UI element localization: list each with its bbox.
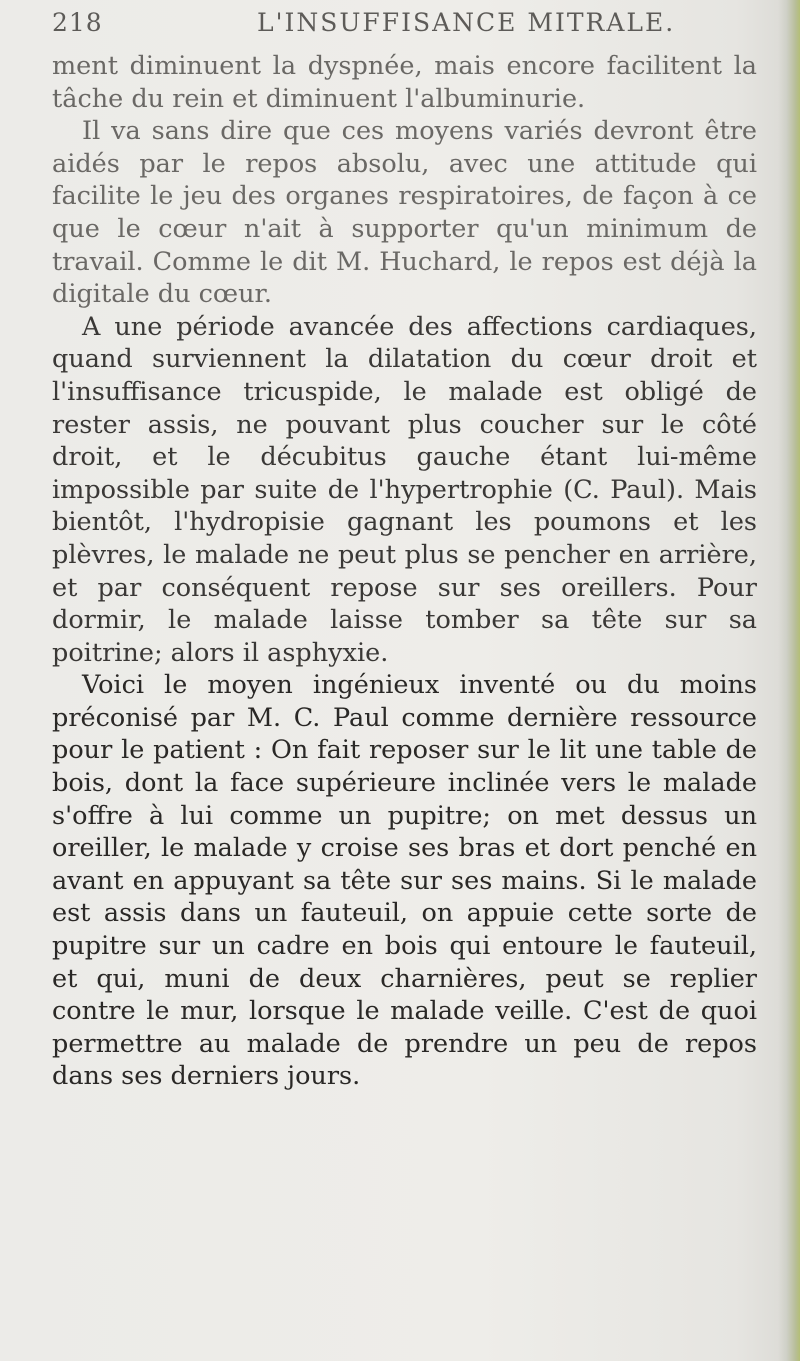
paragraph-repos: Il va sans dire que ces moyens variés devront être aidés par le repos absolu, avec une attitude qui facilite le jeu des organes respiratoires, de façon à ce que le cœur n'ait à supporter qu'un minimum de travail. Comme le dit M. Huchard, le repos est déjà la digitale du cœur. (52, 116, 757, 310)
running-title: L'INSUFFISANCE MITRALE. (257, 8, 676, 37)
page-edge-shadow (778, 0, 800, 1361)
paragraph-continuation: ment diminuent la dyspnée, mais encore facilitent la tâche du rein et diminuent l'albuminurie. (52, 51, 757, 114)
page-number: 218 (52, 8, 103, 37)
page-header (52, 8, 752, 42)
paragraph-moyen-ingenieux: Voici le moyen ingénieux inventé ou du moins préconisé par M. C. Paul comme dernière ressource pour le patient : On fait reposer sur le lit une table de bois, dont la face supérieure inclinée vers le malade s'offre à lui comme un pupitre; on met dessus un oreiller, le malade y croise ses bras et dort penché en avant en appuyant sa tête sur ses mains. Si le malade est assis dans un fauteuil, on appuie cette sorte de pupitre sur un cadre en bois qui entoure le fauteuil, et qui, muni de deux charnières, peut se replier contre le mur, lorsque le malade veille. C'est de quoi permettre au malade de prendre un peu de repos dans ses derniers jours. (52, 670, 757, 1092)
body-text (52, 50, 757, 1093)
paragraph-periode-avancee: A une période avancée des affections cardiaques, quand surviennent la dilatation du cœur droit et l'insuffisance tricuspide, le malade est obligé de rester assis, ne pouvant plus coucher sur le côté droit, et le décubitus gauche étant lui-même impossible par suite de l'hypertrophie (C. Paul). Mais bientôt, l'hydropisie gagnant les poumons et les plèvres, le malade ne peut plus se pencher en arrière, et par conséquent repose sur ses oreillers. Pour dormir, le malade laisse tomber sa tête sur sa poitrine; alors il asphyxie. (52, 311, 757, 668)
